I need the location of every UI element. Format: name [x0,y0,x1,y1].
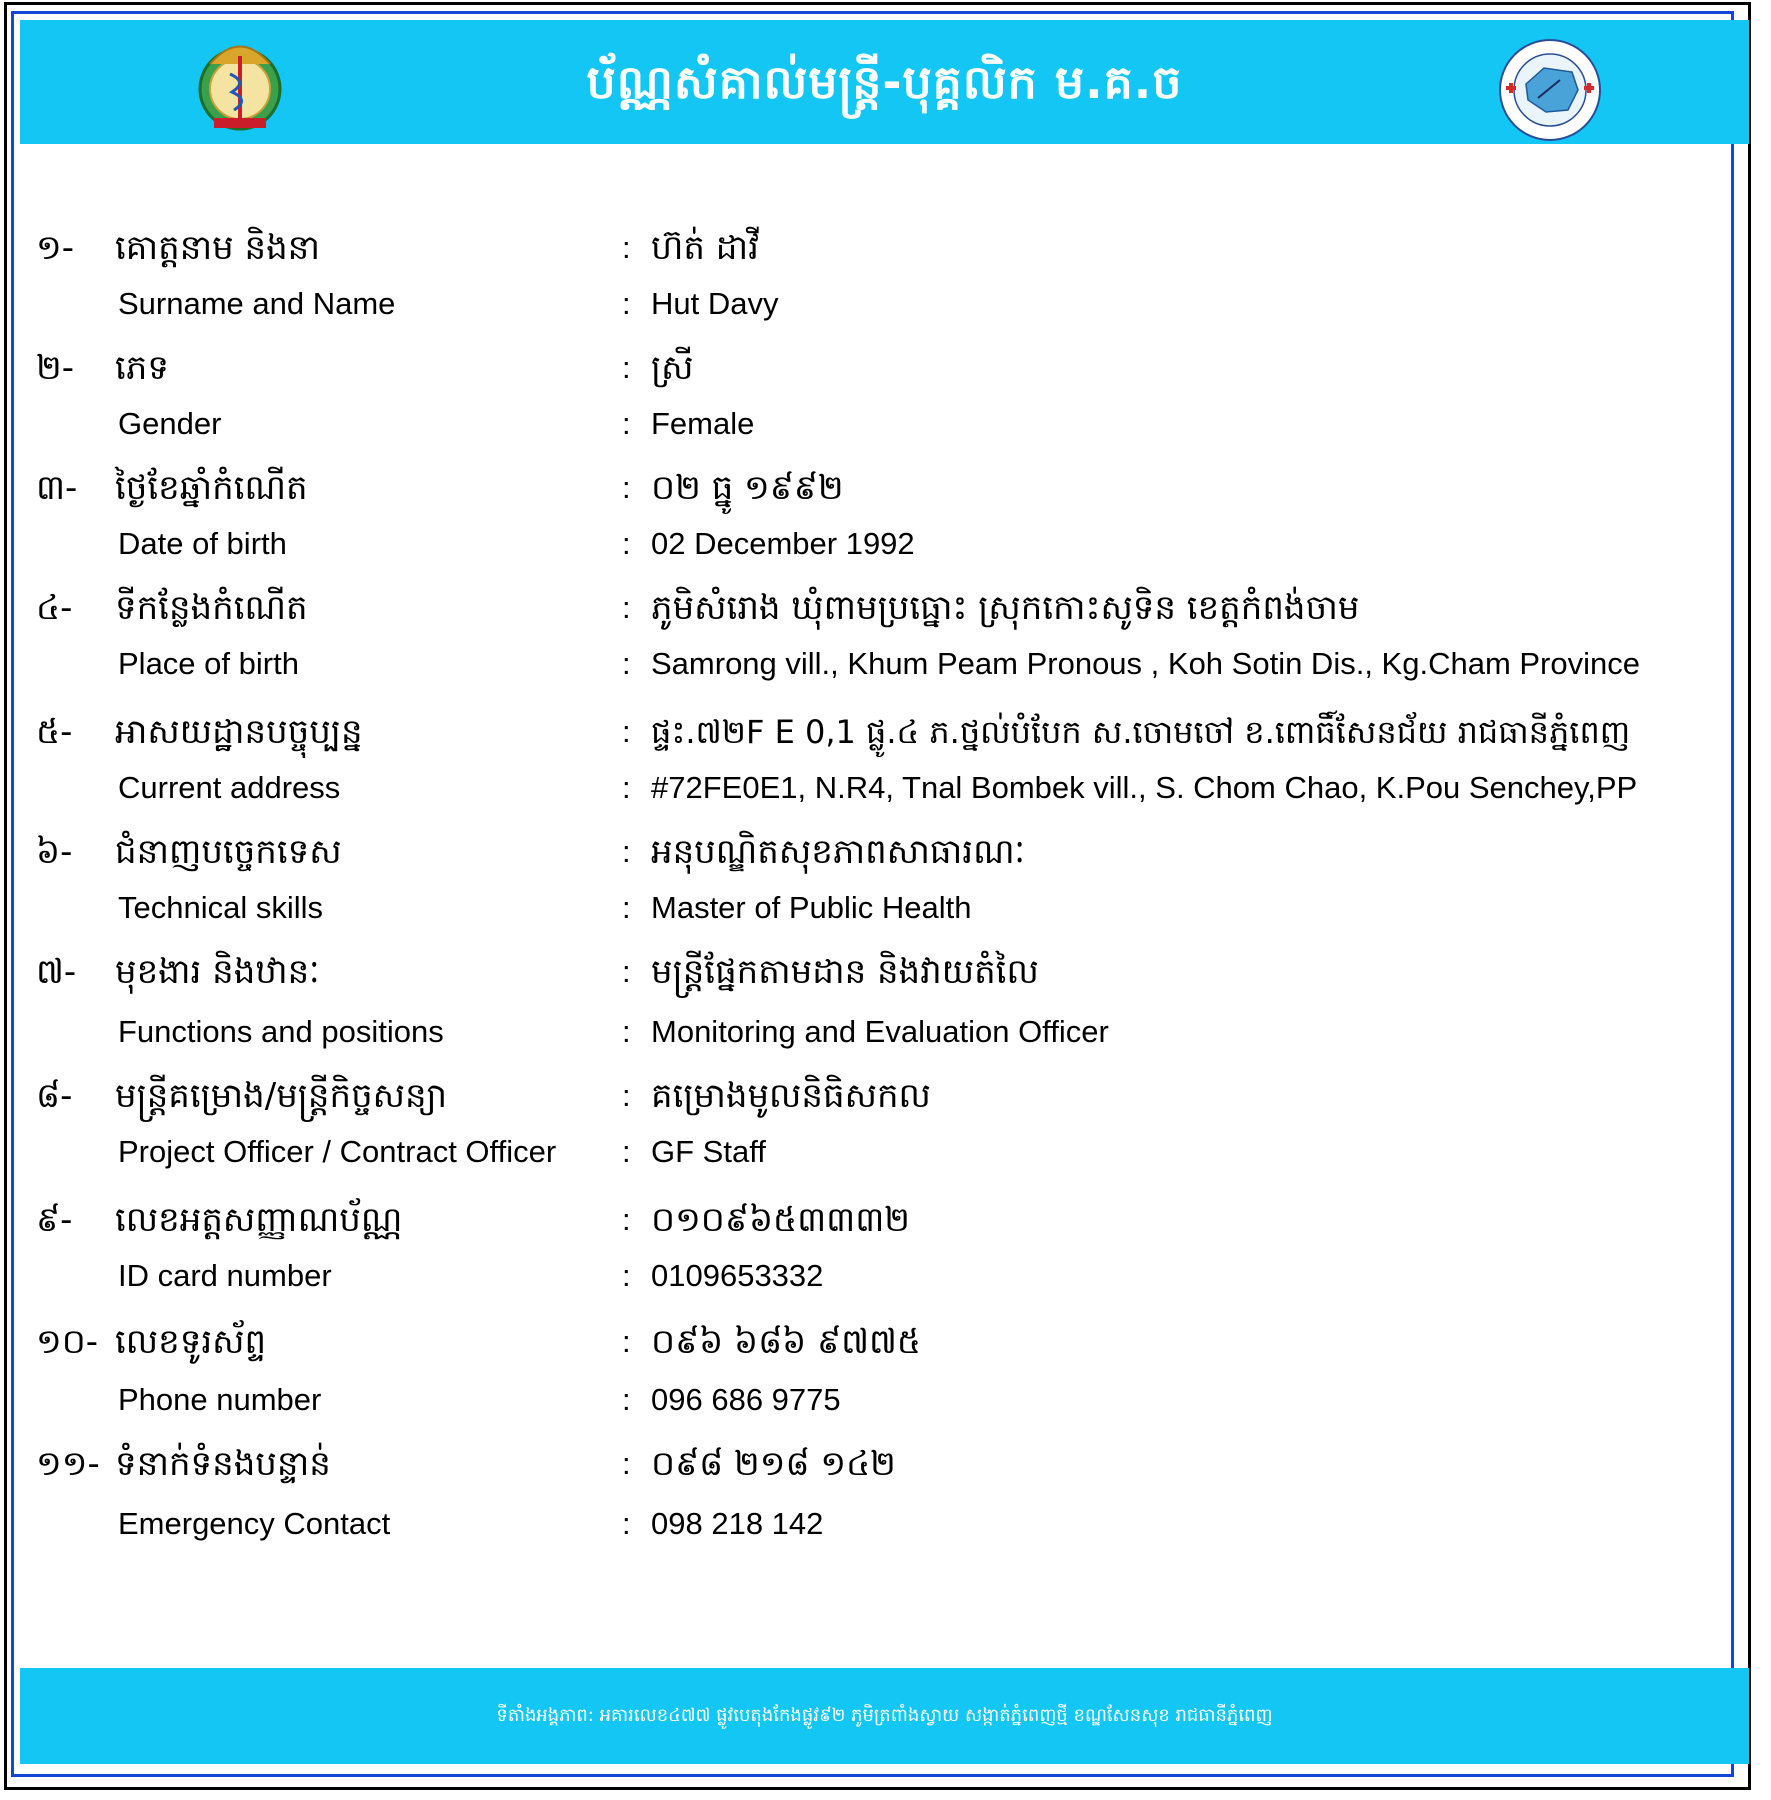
field-label-en: Technical skills [118,890,324,925]
field-number: ៥- [36,712,73,752]
field-row-en [0,284,1771,324]
field-value-en: Monitoring and Evaluation Officer [651,1014,1109,1049]
field-colon: : [622,890,631,925]
field-number: ១១- [36,1444,100,1484]
field-value-km: ០២ ធ្នូ ១៩៩២ [651,468,844,508]
field-row-en [0,404,1771,444]
field-row-km [0,228,1771,268]
field-colon: : [622,1258,631,1293]
field-colon: : [622,1014,631,1049]
field-label-km: ទំនាក់ទំនងបន្ទាន់ [115,1444,331,1484]
field-value-km: ផ្ទះ.៧២F E 0,1 ផ្លូ.៤ ភ.ថ្នល់បំបែក ស.ចោមចៅ ខ.ពោធិ៍សែនជ័យ រាជធានីភ្នំពេញ [651,713,1631,751]
field-value-km: គម្រោងមូលនិធិសកល [651,1076,931,1116]
field-number: ១- [36,228,75,268]
field-value-en: GF Staff [651,1134,766,1169]
field-label-km: លេខអត្តសញ្ញាណប័ណ្ណ [115,1200,403,1240]
field-row-km [0,832,1771,872]
field-label-km: ទីកន្លែងកំណើត [115,588,308,628]
field-label-en: Place of birth [118,646,299,681]
field-number: ៩- [36,1200,73,1240]
field-value-en: Samrong vill., Khum Peam Pronous , Koh Sotin Dis., Kg.Cham Province [651,646,1640,681]
field-colon: : [622,470,631,505]
field-value-en: 02 December 1992 [651,526,915,561]
field-colon: : [622,834,631,869]
field-label-en: Gender [118,406,222,441]
field-colon: : [622,770,631,805]
field-row-km [0,1444,1771,1484]
field-label-km: លេខទូរស័ព្ទ [115,1322,267,1362]
field-row-en [0,1132,1771,1172]
field-value-km: ០៩៨ ២១៨ ១៤២ [651,1444,896,1484]
field-colon: : [622,1506,631,1541]
field-number: ៦- [36,832,73,872]
organization-address: ទីតាំងអង្គភាព: អគារលេខ៤៧៧ ផ្លូវបេតុងកែងផ្លូវ៩២ ភូមិត្រពាំងស្វាយ សង្កាត់ភ្នំពេញថ្មី ខណ្ឌសែនសុខ រាជធានីភ្នំពេញ [496,1705,1273,1726]
field-colon: : [622,230,631,265]
field-row-en [0,888,1771,928]
field-colon: : [622,1202,631,1237]
field-value-km: ហ៊ត់ ដាវី [651,228,759,268]
field-colon: : [622,406,631,441]
field-label-km: មុខងារ និងឋានៈ [115,952,320,992]
field-value-km: ស្រី [651,348,694,388]
field-row-en [0,1012,1771,1052]
field-number: ៣- [36,468,78,508]
field-row-km [0,1200,1771,1240]
footer-band [20,1668,1749,1764]
page-title: ប័ណ្ណសំគាល់មន្ត្រី-បុគ្គលិក ម.គ.ច [586,55,1183,109]
field-value-km: ០១០៩៦៥៣៣៣២ [651,1200,910,1240]
field-value-km: ភូមិសំរោង ឃុំពាមប្រធ្នោះ ស្រុកកោះសូទិន ខេត្តកំពង់ចាម [651,588,1360,628]
field-number: ៧- [36,952,77,992]
field-label-km: ភេទ [115,348,169,388]
field-row-km [0,468,1771,508]
field-colon: : [622,590,631,625]
field-colon: : [622,1446,631,1481]
field-label-km: អាសយដ្ឋានបច្ចុប្បន្ន [115,712,363,752]
field-value-en: Female [651,406,755,441]
field-colon: : [622,646,631,681]
field-label-en: Emergency Contact [118,1506,391,1541]
field-colon: : [622,1134,631,1169]
field-value-en: Hut Davy [651,286,779,321]
field-label-en: Date of birth [118,526,287,561]
field-number: ១០- [36,1322,99,1362]
field-label-en: Current address [118,770,341,805]
field-row-km [0,952,1771,992]
field-value-km: ០៩៦ ៦៨៦ ៩៧៧៥ [651,1322,921,1362]
field-colon: : [622,350,631,385]
field-colon: : [622,714,631,749]
field-row-km [0,712,1771,752]
field-row-km [0,348,1771,388]
field-colon: : [622,1324,631,1359]
field-row-km [0,1322,1771,1362]
field-row-en [0,1256,1771,1296]
cnm-seal-icon [1498,38,1602,142]
field-row-km [0,588,1771,628]
field-label-km: ថ្ងៃខែឆ្នាំកំណើត [115,468,308,508]
field-row-en [0,1380,1771,1420]
field-value-en: Master of Public Health [651,890,972,925]
header-band [20,20,1749,144]
field-row-en [0,1504,1771,1544]
field-value-en: 098 218 142 [651,1506,824,1541]
field-value-km: អនុបណ្ឌិតសុខភាពសាធារណៈ [651,832,1025,872]
field-row-km [0,1076,1771,1116]
field-colon: : [622,954,631,989]
field-label-en: Phone number [118,1382,322,1417]
field-number: ៨- [36,1076,73,1116]
field-label-km: ជំនាញបច្ចេកទេស [115,832,342,872]
field-colon: : [622,526,631,561]
field-value-en: #72FE0E1, N.R4, Tnal Bombek vill., S. Chom Chao, K.Pou Senchey,PP [651,770,1638,805]
field-label-en: Project Officer / Contract Officer [118,1134,557,1169]
field-row-en [0,644,1771,684]
field-value-km: មន្ត្រីផ្នែកតាមដាន និងវាយតំលៃ [651,952,1039,992]
field-label-km: មន្ត្រីគម្រោង/មន្ត្រីកិច្ចសន្យា [115,1076,448,1116]
field-label-en: ID card number [118,1258,332,1293]
field-label-km: គោត្តនាម និងនា [115,228,321,268]
field-colon: : [622,286,631,321]
field-value-en: 0109653332 [651,1258,824,1293]
field-colon: : [622,1382,631,1417]
field-number: ៤- [36,588,73,628]
field-row-en [0,524,1771,564]
field-value-en: 096 686 9775 [651,1382,841,1417]
field-label-en: Functions and positions [118,1014,444,1049]
field-label-en: Surname and Name [118,286,396,321]
field-row-en [0,768,1771,808]
field-number: ២- [36,348,75,388]
field-colon: : [622,1078,631,1113]
